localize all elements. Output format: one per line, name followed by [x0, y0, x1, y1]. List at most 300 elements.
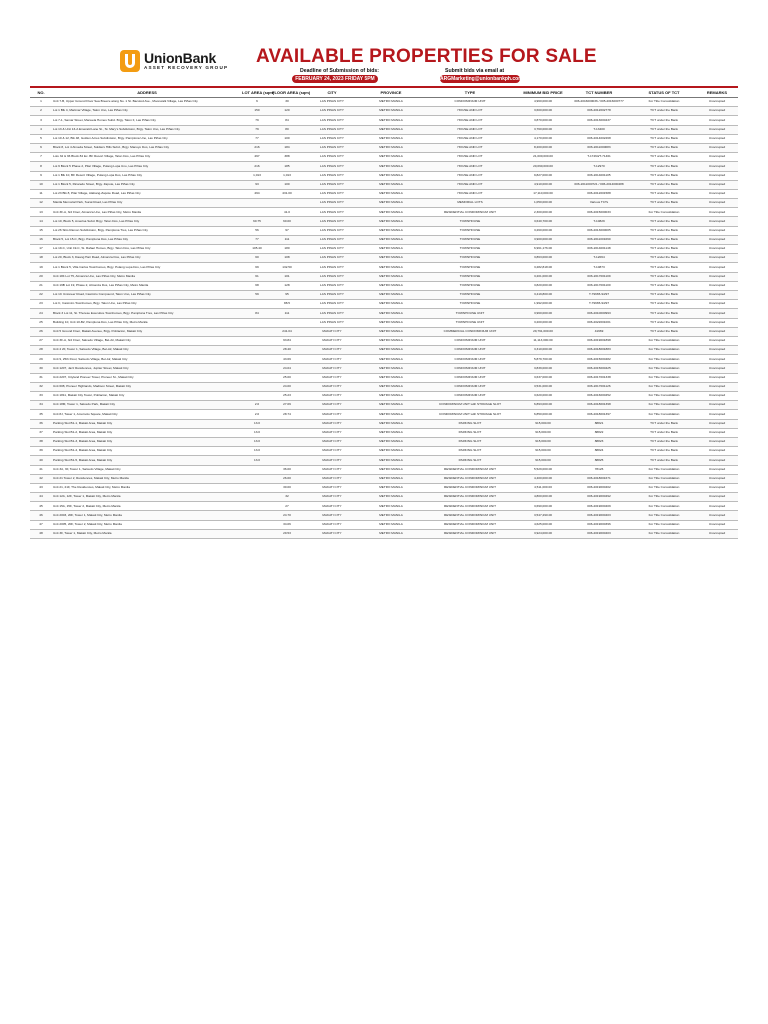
- table-cell: CONDOMINIUM UNIT: [420, 382, 520, 391]
- table-cell: For Title Consolidation: [632, 364, 696, 373]
- table-row: [30, 235, 738, 244]
- table-cell: Unoccupied: [696, 162, 738, 171]
- table-cell: Unoccupied: [696, 511, 738, 520]
- table-cell: METRO MANILA: [362, 401, 420, 410]
- table-cell: [242, 336, 272, 345]
- table-cell: 28.40: [272, 346, 302, 355]
- table-cell: For Title Consolidation: [632, 474, 696, 483]
- table-cell: 88822: [566, 428, 632, 437]
- table-cell: Unoccupied: [696, 245, 738, 254]
- table-cell: METRO MANILA: [362, 134, 420, 143]
- table-cell: METRO MANILA: [362, 437, 420, 446]
- column-header: LOT AREA (sqm): [242, 88, 272, 98]
- table-row: [30, 134, 738, 143]
- table-cell: METRO MANILA: [362, 98, 420, 107]
- table-cell: [242, 346, 272, 355]
- table-cell: 24.70: [272, 511, 302, 520]
- table-cell: METRO MANILA: [362, 529, 420, 538]
- table-cell: CONDOMINIUM UNIT with STORAGE SLOT: [420, 401, 520, 410]
- table-cell: 3,260,000.00: [520, 226, 566, 235]
- table-cell: METRO MANILA: [362, 318, 420, 327]
- table-cell: TCT under the Bank: [632, 245, 696, 254]
- table-cell: LAS PINAS CITY: [302, 116, 362, 125]
- table-cell: MAKATI CITY: [302, 529, 362, 538]
- table-cell: METRO MANILA: [362, 428, 420, 437]
- table-cell: MAKATI CITY: [302, 447, 362, 456]
- table-cell: 3,200,000.00: [520, 318, 566, 327]
- table-cell: 18: [30, 254, 52, 263]
- table-row: [30, 346, 738, 355]
- table-cell: HOUSE AND LOT: [420, 116, 520, 125]
- table-cell: TCT under the Bank: [632, 199, 696, 208]
- table-cell: TCT under the Bank: [632, 217, 696, 226]
- table-cell: 006-2019000492: [566, 493, 632, 502]
- table-cell: TCT under the Bank: [632, 134, 696, 143]
- table-cell: METRO MANILA: [362, 346, 420, 355]
- table-cell: For Title Consolidation: [632, 355, 696, 364]
- table-cell: Lot 9 Block 5 Phase 2, Pilar Village, Pulang Lupa Uno, Las Piñas City: [52, 162, 242, 171]
- table-cell: 150: [242, 107, 272, 116]
- table-cell: METRO MANILA: [362, 153, 420, 162]
- table-cell: HOUSE AND LOT: [420, 134, 520, 143]
- table-cell: TCT under the Bank: [632, 116, 696, 125]
- table-cell: 1,050,000.00: [520, 199, 566, 208]
- table-cell: 30: [272, 98, 302, 107]
- table-cell: 2: [30, 107, 52, 116]
- table-cell: 15: [30, 226, 52, 235]
- table-cell: 1,013: [272, 171, 302, 180]
- table-cell: HOUSE AND LOT: [420, 189, 520, 198]
- table-cell: 12: [30, 199, 52, 208]
- table-cell: 22: [30, 290, 52, 299]
- table-cell: 35: [30, 410, 52, 419]
- column-header: TYPE: [420, 88, 520, 98]
- table-cell: Unit 1207, Jazz Residences, Jupiter Street, Makati City: [52, 364, 242, 373]
- table-cell: 11: [30, 189, 52, 198]
- table-cell: 30: [30, 364, 52, 373]
- table-cell: LAS PINAS CITY: [302, 281, 362, 290]
- table-cell: 29.53: [272, 529, 302, 538]
- table-cell: Unoccupied: [696, 401, 738, 410]
- table-cell: MAKATI CITY: [302, 382, 362, 391]
- table-cell: Block 5, Lot 15-C, Brgy. Pamplona Dos, Las Piñas City: [52, 235, 242, 244]
- table-cell: 431.00: [272, 189, 302, 198]
- table-cell: 006-2019001898: [566, 336, 632, 345]
- table-cell: 88825: [566, 456, 632, 465]
- table-cell: TCT under the Bank: [632, 428, 696, 437]
- table-row: [30, 309, 738, 318]
- table-cell: 60.00: [272, 217, 302, 226]
- table-cell: 47: [30, 520, 52, 529]
- table-cell: LAS PINAS CITY: [302, 171, 362, 180]
- table-cell: TOWNHOUSE: [420, 281, 520, 290]
- table-body: [30, 98, 738, 539]
- table-cell: Unoccupied: [696, 217, 738, 226]
- table-cell: MAKATI CITY: [302, 336, 362, 345]
- table-cell: 6,893,000.00: [520, 401, 566, 410]
- table-cell: Lot 1 Blk 4, Marimar Village, Talon Uno, Las Piñas City: [52, 107, 242, 116]
- table-row: [30, 447, 738, 456]
- table-cell: 915,000.00: [520, 456, 566, 465]
- table-cell: 3,637,000.00: [520, 373, 566, 382]
- properties-table: [30, 88, 738, 539]
- table-cell: Unoccupied: [696, 456, 738, 465]
- table-cell: Unoccupied: [696, 254, 738, 263]
- table-row: [30, 382, 738, 391]
- table-row: [30, 364, 738, 373]
- table-cell: Unoccupied: [696, 327, 738, 336]
- table-cell: 24.04: [272, 364, 302, 373]
- page-title: AVAILABLE PROPERTIES FOR SALE: [256, 46, 597, 67]
- table-cell: 100: [272, 134, 302, 143]
- table-cell: TCT under the Bank: [632, 456, 696, 465]
- table-cell: 40: [30, 456, 52, 465]
- table-cell: 45: [30, 502, 52, 511]
- table-cell: METRO MANILA: [362, 272, 420, 281]
- table-cell: 3,419,800.00: [520, 290, 566, 299]
- table-row: [30, 254, 738, 263]
- table-cell: 3,600,000.00: [520, 107, 566, 116]
- table-cell: Unoccupied: [696, 419, 738, 428]
- table-cell: METRO MANILA: [362, 493, 420, 502]
- table-cell: 3,839,000.00: [520, 364, 566, 373]
- table-cell: 1: [30, 98, 52, 107]
- table-cell: METRO MANILA: [362, 483, 420, 492]
- table-cell: RESIDENTIAL CONDOMINIUM UNIT: [420, 502, 520, 511]
- table-cell: METRO MANILA: [362, 189, 420, 198]
- table-cell: TCT under the Bank: [632, 272, 696, 281]
- table-cell: 185: [272, 162, 302, 171]
- table-cell: Unit 21 Tower 2, Residences, Makati City, Metro Manila: [52, 474, 242, 483]
- table-cell: MAKATI CITY: [302, 419, 362, 428]
- table-cell: 5: [30, 134, 52, 143]
- table-cell: Building 10, Unit 10-B2, Pamplona Dos, Las Piñas City, Metro Manila: [52, 318, 242, 327]
- table-cell: METRO MANILA: [362, 125, 420, 134]
- table-cell: For Title Consolidation: [632, 336, 696, 345]
- table-cell: Various TCTs: [566, 199, 632, 208]
- table-cell: TCT under the Bank: [632, 153, 696, 162]
- table-cell: 3,310,000.00: [520, 346, 566, 355]
- table-cell: HOUSE AND LOT: [420, 107, 520, 116]
- table-cell: METRO MANILA: [362, 309, 420, 318]
- table-cell: For Title Consolidation: [632, 382, 696, 391]
- table-cell: Unoccupied: [696, 281, 738, 290]
- table-cell: PARKING SLOT: [420, 437, 520, 446]
- table-cell: 006-2013000005: [566, 226, 632, 235]
- table-cell: CONDOMINIUM UNIT: [420, 346, 520, 355]
- table-cell: LAS PINAS CITY: [302, 134, 362, 143]
- table-cell: TCT under the Bank: [632, 171, 696, 180]
- table-cell: TOWNHOUSE UNIT: [420, 309, 520, 318]
- table-cell: 006-2012001588: [566, 189, 632, 198]
- table-cell: Unoccupied: [696, 134, 738, 143]
- table-cell: METRO MANILA: [362, 382, 420, 391]
- table-cell: LAS PINAS CITY: [302, 189, 362, 198]
- table-cell: 105.40: [242, 245, 272, 254]
- table-cell: 21: [30, 281, 52, 290]
- table-cell: MAKATI CITY: [302, 483, 362, 492]
- table-cell: 21,000,000.00: [520, 153, 566, 162]
- table-cell: For Title Consolidation: [632, 529, 696, 538]
- table-cell: 77: [242, 134, 272, 143]
- table-cell: For Title Consolidation: [632, 410, 696, 419]
- table-cell: Unoccupied: [696, 493, 738, 502]
- table-cell: 3,547,290.00: [520, 511, 566, 520]
- table-cell: 4,960,000.00: [520, 98, 566, 107]
- table-cell: LAS PINAS CITY: [302, 263, 362, 272]
- table-cell: 29: [30, 355, 52, 364]
- column-header: REMARKS: [696, 88, 738, 98]
- table-cell: 43: [30, 483, 52, 492]
- table-cell: 4,625,000.00: [520, 520, 566, 529]
- email-link[interactable]: ARGMarketing@unionbankph.com: [440, 76, 523, 82]
- table-cell: TCT under the Bank: [632, 263, 696, 272]
- table-cell: TCT under the Bank: [632, 281, 696, 290]
- table-cell: 6,961,176.00: [520, 245, 566, 254]
- table-cell: 84: [272, 116, 302, 125]
- table-cell: Lot 1 Block 5, Villa Carlos Townhomes, Brgy. Pulang Lupa Dos, Las Piñas City: [52, 263, 242, 272]
- table-cell: METRO MANILA: [362, 474, 420, 483]
- table-cell: 17,110,000.00: [520, 189, 566, 198]
- table-cell: TOWNHOUSE: [420, 300, 520, 309]
- table-cell: METRO MANILA: [362, 254, 420, 263]
- table-cell: Unoccupied: [696, 116, 738, 125]
- table-cell: METRO MANILA: [362, 373, 420, 382]
- table-cell: MAKATI CITY: [302, 465, 362, 474]
- table-cell: 4,910,000.00: [520, 180, 566, 189]
- table-cell: LAS PINAS CITY: [302, 107, 362, 116]
- table-cell: METRO MANILA: [362, 447, 420, 456]
- table-cell: T-79665-94/97: [566, 300, 632, 309]
- table-cell: METRO MANILA: [362, 235, 420, 244]
- table-cell: 27.09: [272, 401, 302, 410]
- table-cell: Parking Slot B1-4, Makati Area, Makati City: [52, 447, 242, 456]
- table-cell: 77: [242, 235, 272, 244]
- table-cell: RESIDENTIAL CONDOMINIUM UNIT: [420, 465, 520, 474]
- table-cell: TOWNHOUSE: [420, 235, 520, 244]
- table-cell: 5,529,000.00: [520, 465, 566, 474]
- table-cell: LAS PINAS CITY: [302, 143, 362, 152]
- table-cell: METRO MANILA: [362, 419, 420, 428]
- table-cell: 88821: [566, 419, 632, 428]
- table-cell: 97: [272, 226, 302, 235]
- table-cell: Unoccupied: [696, 373, 738, 382]
- table-cell: Unit 4 2F, Tower 1, Salcedo Village, Bel-Air, Makati City: [52, 346, 242, 355]
- table-cell: METRO MANILA: [362, 456, 420, 465]
- table-cell: 6: [242, 98, 272, 107]
- table-cell: MAKATI CITY: [302, 355, 362, 364]
- table-cell: Unit 2003, 20F, Tower 1, Makati City, Metro Manila: [52, 511, 242, 520]
- table-cell: TOWNHOUSE: [420, 263, 520, 272]
- table-row: [30, 355, 738, 364]
- table-row: [30, 520, 738, 529]
- table-row: [30, 107, 738, 116]
- table-cell: [242, 382, 272, 391]
- table-cell: LAS PINAS CITY: [302, 272, 362, 281]
- table-cell: 006-2017001338: [566, 373, 632, 382]
- table-cell: Unoccupied: [696, 153, 738, 162]
- table-cell: [272, 437, 302, 446]
- table-cell: Lots 34 & 36 Block 84 Ex. BF Resort Village, Talon Dos, Las Piñas City: [52, 153, 242, 162]
- table-cell: 5,879,700.00: [520, 355, 566, 364]
- table-cell: TCT under the Bank: [632, 300, 696, 309]
- table-cell: METRO MANILA: [362, 116, 420, 125]
- table-cell: 3: [30, 116, 52, 125]
- table-row: [30, 483, 738, 492]
- table-cell: Unoccupied: [696, 474, 738, 483]
- table-cell: Unoccupied: [696, 309, 738, 318]
- table-cell: 006-2018001883: [566, 346, 632, 355]
- table-cell: 006-2011000083: [566, 143, 632, 152]
- table-cell: 3,760,000.00: [520, 125, 566, 134]
- table-cell: TCT under the Bank: [632, 180, 696, 189]
- table-cell: Unit 9, 25th Floor, Salcedo Village, Bel-Air, Makati City: [52, 355, 242, 364]
- table-cell: CONDOMINIUM UNIT: [420, 373, 520, 382]
- table-cell: METRO MANILA: [362, 217, 420, 226]
- table-cell: RESIDENTIAL CONDOMINIUM UNIT: [420, 529, 520, 538]
- table-cell: 3,960,000.00: [520, 309, 566, 318]
- table-cell: Lot 1C Unioneer Road, Casimiro Compound, Talon Uno, Las Piñas City: [52, 290, 242, 299]
- table-cell: Unit 2005, 20F, Tower 2, Makati City, Metro Manila: [52, 520, 242, 529]
- table-cell: 80: [272, 125, 302, 134]
- table-cell: Unit 21, 21F, The Residences, Makati City, Metro Manila: [52, 483, 242, 492]
- table-cell: Unoccupied: [696, 529, 738, 538]
- table-cell: Unoccupied: [696, 125, 738, 134]
- table-cell: 388: [272, 153, 302, 162]
- table-cell: [272, 456, 302, 465]
- table-cell: RESIDENTIAL CONDOMINIUM UNIT: [420, 493, 520, 502]
- table-cell: Parking Slot B1-2, Makati Area, Makati City: [52, 428, 242, 437]
- table-cell: 27: [272, 502, 302, 511]
- table-cell: Parking Slot B1-3, Makati Area, Makati City: [52, 437, 242, 446]
- table-cell: METRO MANILA: [362, 281, 420, 290]
- table-cell: Unit 608, Pioneer Highlands, Madison Street, Makati City: [52, 382, 242, 391]
- table-cell: 28.74: [272, 410, 302, 419]
- table-cell: Unit 12A, 12F, Tower 1, Makati City, Metro Manila: [52, 493, 242, 502]
- column-header: STATUS OF TCT: [632, 88, 696, 98]
- column-header: ADDRESS: [52, 88, 242, 98]
- table-cell: [242, 483, 272, 492]
- table-cell: HOUSE AND LOT: [420, 171, 520, 180]
- table-cell: 108: [272, 254, 302, 263]
- table-row: [30, 529, 738, 538]
- table-row: [30, 272, 738, 281]
- table-cell: 006-2016000452: [566, 392, 632, 401]
- table-cell: LAS PINAS CITY: [302, 254, 362, 263]
- table-cell: 3,690,000.00: [520, 502, 566, 511]
- table-cell: 006-2017001126: [566, 382, 632, 391]
- logo: [120, 50, 228, 72]
- table-cell: 30.00: [272, 483, 302, 492]
- table-cell: CONDOMINIUM UNIT: [420, 336, 520, 345]
- table-cell: 006-2015000033: [566, 208, 632, 217]
- table-cell: 78126: [566, 465, 632, 474]
- table-cell: 36.00: [272, 465, 302, 474]
- table-cell: For Title Consolidation: [632, 392, 696, 401]
- table-cell: LAS PINAS CITY: [302, 153, 362, 162]
- table-cell: MAKATI CITY: [302, 373, 362, 382]
- table-cell: RESIDENTIAL CONDOMINIUM UNIT: [420, 483, 520, 492]
- table-cell: TCT under the Bank: [632, 447, 696, 456]
- table-cell: [242, 199, 272, 208]
- table-cell: 3,640,700.00: [520, 217, 566, 226]
- table-cell: TOWNHOUSE: [420, 245, 520, 254]
- table-cell: RESIDENTIAL CONDOMINIUM UNIT: [420, 208, 520, 217]
- table-cell: 19: [30, 263, 52, 272]
- table-cell: [242, 300, 272, 309]
- table-cell: [242, 355, 272, 364]
- table-cell: HOUSE AND LOT: [420, 143, 520, 152]
- table-cell: METRO MANILA: [362, 336, 420, 345]
- table-cell: 3,924,000.00: [520, 529, 566, 538]
- table-cell: 17: [30, 245, 52, 254]
- column-header: NO.: [30, 88, 52, 98]
- table-cell: 13.0: [242, 428, 272, 437]
- table-row: [30, 226, 738, 235]
- table-cell: LAS PINAS CITY: [302, 208, 362, 217]
- column-header: MINIMUM BID PRICE: [520, 88, 566, 98]
- table-cell: MAKATI CITY: [302, 493, 362, 502]
- table-cell: 8: [30, 162, 52, 171]
- table-cell: [242, 465, 272, 474]
- table-cell: Unit 5 Ground Floor, Makati Avenue, Brgy. Poblacion, Makati City: [52, 327, 242, 336]
- table-cell: 3,531,000.00: [520, 382, 566, 391]
- table-cell: 006-2015000482: [566, 355, 632, 364]
- table-row: [30, 263, 738, 272]
- table-cell: Unoccupied: [696, 107, 738, 116]
- table-cell: LAS PINAS CITY: [302, 226, 362, 235]
- table-cell: PARKING SLOT: [420, 456, 520, 465]
- table-cell: For Title Consolidation: [632, 373, 696, 382]
- table-cell: 36: [30, 419, 52, 428]
- table-cell: 3,863,000.00: [520, 254, 566, 263]
- table-cell: [272, 447, 302, 456]
- table-row: [30, 502, 738, 511]
- table-cell: METRO MANILA: [362, 364, 420, 373]
- table-cell: 4,511,000.00: [520, 483, 566, 492]
- table-cell: Unit 184 Lot 75, Almanza Uno, Las Piñas City, Metro Manila: [52, 272, 242, 281]
- table-cell: TCT under the Bank: [632, 327, 696, 336]
- table-cell: PARKING SLOT: [420, 419, 520, 428]
- table-cell: METRO MANILA: [362, 511, 420, 520]
- table-cell: MAKATI CITY: [302, 428, 362, 437]
- table-cell: [242, 364, 272, 373]
- table-cell: 1,013: [242, 171, 272, 180]
- table-cell: 42: [30, 474, 52, 483]
- table-cell: 7: [30, 153, 52, 162]
- table-cell: 216: [242, 162, 272, 171]
- table-cell: T-17464/T-71461: [566, 153, 632, 162]
- table-row: [30, 300, 738, 309]
- table-cell: 006-2016000036 / 005-2016000777: [566, 98, 632, 107]
- table-cell: Unoccupied: [696, 199, 738, 208]
- table-cell: For Title Consolidation: [632, 208, 696, 217]
- table-cell: MAKATI CITY: [302, 520, 362, 529]
- table-cell: Unoccupied: [696, 502, 738, 511]
- table-header-row: [30, 88, 738, 98]
- table-cell: TOWNHOUSE: [420, 217, 520, 226]
- table-cell: Unoccupied: [696, 336, 738, 345]
- table-cell: 6,850,000.00: [520, 410, 566, 419]
- table-cell: 006-2019000409: [566, 502, 632, 511]
- table-cell: 43.69: [272, 355, 302, 364]
- table-cell: 23: [30, 300, 52, 309]
- column-header: PROVINCE: [362, 88, 420, 98]
- table-cell: 69: [242, 263, 272, 272]
- table-cell: 41: [30, 465, 52, 474]
- table-cell: 32: [30, 382, 52, 391]
- table-row: [30, 392, 738, 401]
